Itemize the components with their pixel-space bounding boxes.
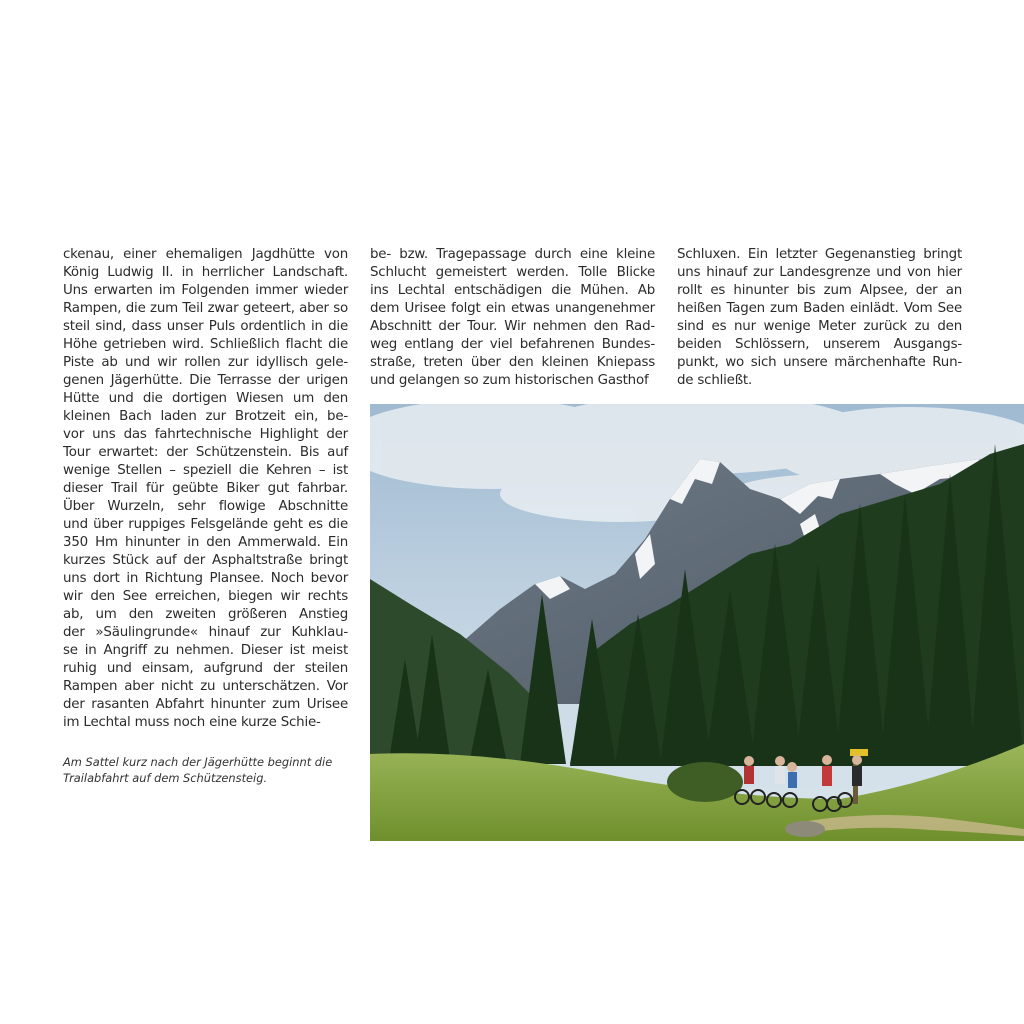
text-line: dem Urisee folgt ein etwas unangenehmer xyxy=(370,301,655,316)
text-line: sind es nur wenige Meter zurück zu den xyxy=(677,319,962,334)
text-line: Höhe getrieben wird. Schließlich flacht die xyxy=(63,337,348,352)
rock xyxy=(785,821,825,837)
text-line: weg entlang der viel befahrenen Bundes- xyxy=(370,337,655,352)
text-column-3 xyxy=(677,246,962,390)
text-line: ruhig und einsam, aufgrund der steilen xyxy=(63,661,348,676)
text-line: und gelangen so zum historischen Gasthof xyxy=(370,373,649,388)
photo-caption xyxy=(63,755,353,786)
text-line: ab, um den zweiten größeren Anstieg xyxy=(63,607,348,622)
text-line: ckenau, einer ehemaligen Jagdhütte von xyxy=(63,247,348,262)
caption-line: Am Sattel kurz nach der Jägerhütte beginnt die xyxy=(63,755,333,769)
text-line: Rampen, die zum Teil zwar geteert, aber so xyxy=(63,301,348,316)
text-line: rollt es hinunter bis zum Alpsee, der an xyxy=(677,283,962,298)
text-line: beiden Schlössern, unserem Ausgangs- xyxy=(677,337,962,352)
text-line: Schlucht gemeistert werden. Tolle Blicke xyxy=(370,265,655,280)
text-line: und über ruppiges Felsgelände geht es die xyxy=(63,517,348,532)
text-line: wir den See erreichen, biegen wir rechts xyxy=(63,589,348,604)
text-line: ins Lechtal entschädigen die Mühen. Ab xyxy=(370,283,655,298)
text-line: be- bzw. Tragepassage durch eine kleine xyxy=(370,247,655,262)
text-line: Piste ab und wir rollen zur idyllisch gele- xyxy=(63,355,348,370)
text-line: Schluxen. Ein letzter Gegenanstieg bringt xyxy=(677,247,962,262)
bush xyxy=(667,762,743,802)
text-line: uns dort in Richtung Plansee. Noch bevor xyxy=(63,571,348,586)
text-line: dieser Trail für geübte Biker gut fahrbar. xyxy=(63,481,348,496)
text-line: se in Angriff zu nehmen. Dieser ist meist xyxy=(63,643,348,658)
text-line: punkt, wo sich unsere märchenhafte Run- xyxy=(677,355,962,370)
text-column-1 xyxy=(63,246,348,732)
text-line: Tour erwartet: der Schützenstein. Bis auf xyxy=(63,445,348,460)
text-column-2 xyxy=(370,246,655,390)
landscape-photo xyxy=(370,404,1024,841)
text-line: kurzes Stück auf der Asphaltstraße bringt xyxy=(63,553,348,568)
text-line: genen Jägerhütte. Die Terrasse der urigen xyxy=(63,373,348,388)
text-line: Uns erwarten im Folgenden immer wieder xyxy=(63,283,348,298)
caption-line: Trailabfahrt auf dem Schützensteig. xyxy=(63,770,268,785)
text-line: der rasanten Abfahrt hinunter zum Urisee xyxy=(63,697,348,712)
text-line: Abschnitt der Tour. Wir nehmen den Rad- xyxy=(370,319,655,334)
text-line: uns hinauf zur Landesgrenze und von hier xyxy=(677,265,962,280)
text-line: steil sind, dass unser Puls ordentlich in die xyxy=(63,319,348,334)
text-line: straße, treten über den kleinen Kniepass xyxy=(370,355,655,370)
text-line: vor uns das fahrtechnische Highlight der xyxy=(63,427,348,442)
text-line: Hütte und die dortigen Wiesen um den xyxy=(63,391,348,406)
text-line: wenige Stellen – speziell die Kehren – ist xyxy=(63,463,348,478)
text-line: der »Säulingrunde« hinauf zur Kuhklau- xyxy=(63,625,348,640)
landscape-illustration xyxy=(370,404,1024,841)
text-line: Rampen aber nicht zu unterschätzen. Vor xyxy=(63,679,348,694)
text-line: heißen Tagen zum Baden einlädt. Vom See xyxy=(677,301,962,316)
text-line: Über Wurzeln, sehr flowige Abschnitte xyxy=(63,499,348,514)
text-line: König Ludwig II. in herrlicher Landschaft. xyxy=(63,265,348,280)
text-line: de schließt. xyxy=(677,373,753,388)
text-line: 350 Hm hinunter in den Ammerwald. Ein xyxy=(63,535,348,550)
text-line: im Lechtal muss noch eine kurze Schie- xyxy=(63,715,321,730)
text-line: kleinen Bach laden zur Brotzeit ein, be- xyxy=(63,409,348,424)
